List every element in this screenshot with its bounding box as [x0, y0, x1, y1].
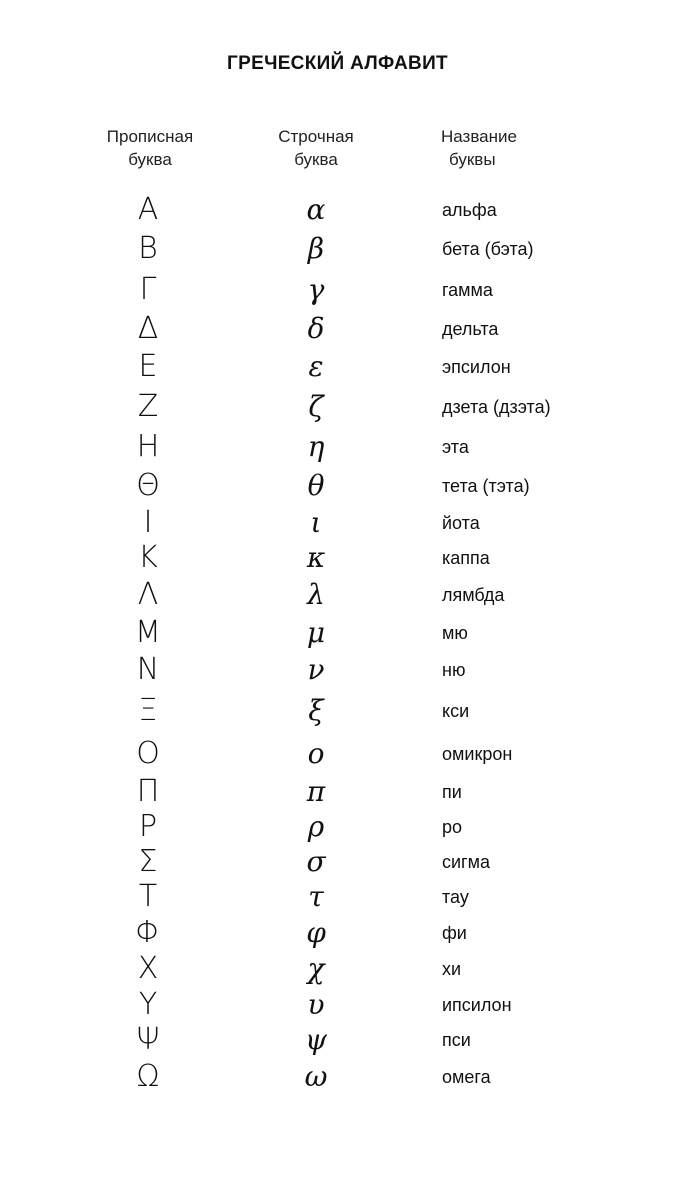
uppercase-letter: Ζ: [137, 389, 159, 424]
letter-name: хи: [442, 959, 462, 979]
table-row: [0, 468, 675, 504]
table-row: [0, 577, 675, 613]
uppercase-letter: Β: [138, 231, 158, 266]
table-row: [0, 951, 675, 987]
lowercase-letter: γ: [307, 273, 325, 306]
letter-name: ню: [442, 660, 466, 680]
lowercase-letter: ε: [308, 350, 324, 383]
uppercase-letter: Ε: [138, 349, 158, 384]
lowercase-letter: π: [306, 775, 326, 808]
header-uppercase-line1: Прописная: [106, 127, 194, 146]
uppercase-letter: Μ: [135, 615, 161, 650]
uppercase-letter: Η: [136, 429, 160, 464]
letter-name: бета (бэта): [442, 239, 534, 259]
letter-name: дельта: [442, 319, 499, 339]
lowercase-letter: θ: [307, 469, 325, 502]
letter-name: мю: [442, 623, 468, 643]
header-uppercase-line2: буква: [128, 150, 172, 169]
lowercase-letter: υ: [307, 988, 325, 1021]
letter-name: кси: [442, 701, 470, 721]
header-name-line2: буквы: [449, 150, 496, 169]
uppercase-letter: Υ: [138, 987, 158, 1022]
table-row: [0, 879, 675, 915]
lowercase-letter: ι: [310, 506, 322, 539]
uppercase-letter: Θ: [136, 468, 160, 503]
lowercase-letter: ζ: [308, 390, 324, 423]
lowercase-letter: ψ: [305, 1023, 327, 1056]
letter-name: дзета (дзэта): [442, 397, 551, 417]
letter-name: альфа: [442, 200, 497, 220]
lowercase-letter: η: [307, 430, 325, 463]
uppercase-letter: Α: [137, 192, 159, 227]
table-row: [0, 844, 675, 880]
table-row: [0, 987, 675, 1023]
lowercase-letter: λ: [307, 578, 325, 611]
uppercase-letter: Ψ: [136, 1022, 160, 1057]
lowercase-letter: ο: [307, 737, 325, 770]
lowercase-letter: ξ: [308, 694, 324, 727]
header-lowercase-line2: буква: [294, 150, 338, 169]
table-row: [0, 389, 675, 425]
letter-name: фи: [442, 923, 467, 943]
lowercase-letter: χ: [307, 952, 325, 985]
lowercase-letter: ν: [307, 653, 325, 686]
table-row: [0, 615, 675, 651]
lowercase-letter: τ: [308, 880, 324, 913]
table-row: [0, 652, 675, 688]
uppercase-letter: Ρ: [138, 809, 158, 844]
lowercase-letter: β: [307, 232, 325, 265]
header-lowercase-line1: Строчная: [278, 127, 354, 146]
lowercase-letter: σ: [306, 845, 326, 878]
uppercase-letter: Ν: [136, 652, 160, 687]
letter-name: йота: [442, 513, 480, 533]
uppercase-letter: Τ: [138, 879, 158, 914]
lowercase-letter: α: [306, 193, 326, 226]
table-row: [0, 540, 675, 576]
table-row: [0, 311, 675, 347]
letter-name: эта: [442, 437, 469, 457]
uppercase-letter: Π: [136, 774, 160, 809]
lowercase-letter: ω: [304, 1060, 328, 1093]
letter-name: сигма: [442, 852, 491, 872]
uppercase-letter: Φ: [135, 915, 161, 950]
letter-name: каппа: [442, 548, 490, 568]
letter-name: пи: [442, 782, 462, 802]
letter-name: пси: [442, 1030, 471, 1050]
table-row: [0, 349, 675, 385]
uppercase-letter: Κ: [138, 540, 158, 575]
table-row: [0, 774, 675, 810]
lowercase-letter: μ: [306, 616, 326, 649]
letter-name: омега: [442, 1067, 491, 1087]
table-row: [0, 272, 675, 308]
letter-name: эпсилон: [442, 357, 511, 377]
uppercase-letter: Ι: [143, 505, 153, 540]
lowercase-letter: ρ: [307, 810, 325, 843]
uppercase-letter: Λ: [137, 577, 159, 612]
letter-name: гамма: [442, 280, 493, 300]
table-row: [0, 429, 675, 465]
uppercase-letter: Σ: [138, 844, 158, 879]
table-row: [0, 736, 675, 772]
uppercase-letter: Χ: [137, 951, 159, 986]
lowercase-letter: φ: [306, 916, 326, 949]
letter-name: лямбда: [442, 585, 505, 605]
lowercase-letter: κ: [306, 541, 326, 574]
table-row: [0, 915, 675, 951]
letter-name: ипсилон: [442, 995, 512, 1015]
uppercase-letter: Ω: [136, 1059, 160, 1094]
uppercase-letter: Δ: [137, 311, 159, 346]
uppercase-letter: Ο: [136, 736, 160, 771]
table-row: [0, 1059, 675, 1095]
header-name-line1: Название: [441, 127, 517, 146]
table-row: [0, 192, 675, 228]
table-row: [0, 231, 675, 267]
uppercase-letter: Γ: [139, 272, 157, 307]
letter-name: омикрон: [442, 744, 513, 764]
page-title: ГРЕЧЕСКИЙ АЛФАВИТ: [227, 53, 448, 74]
table-row: [0, 809, 675, 845]
table-row: [0, 505, 675, 541]
letter-name: тау: [442, 887, 469, 907]
letter-name: ро: [442, 817, 463, 837]
table-row: [0, 1022, 675, 1058]
uppercase-letter: Ξ: [138, 693, 158, 728]
lowercase-letter: δ: [307, 312, 325, 345]
table-row: [0, 693, 675, 729]
letter-name: тета (тэта): [442, 476, 530, 496]
